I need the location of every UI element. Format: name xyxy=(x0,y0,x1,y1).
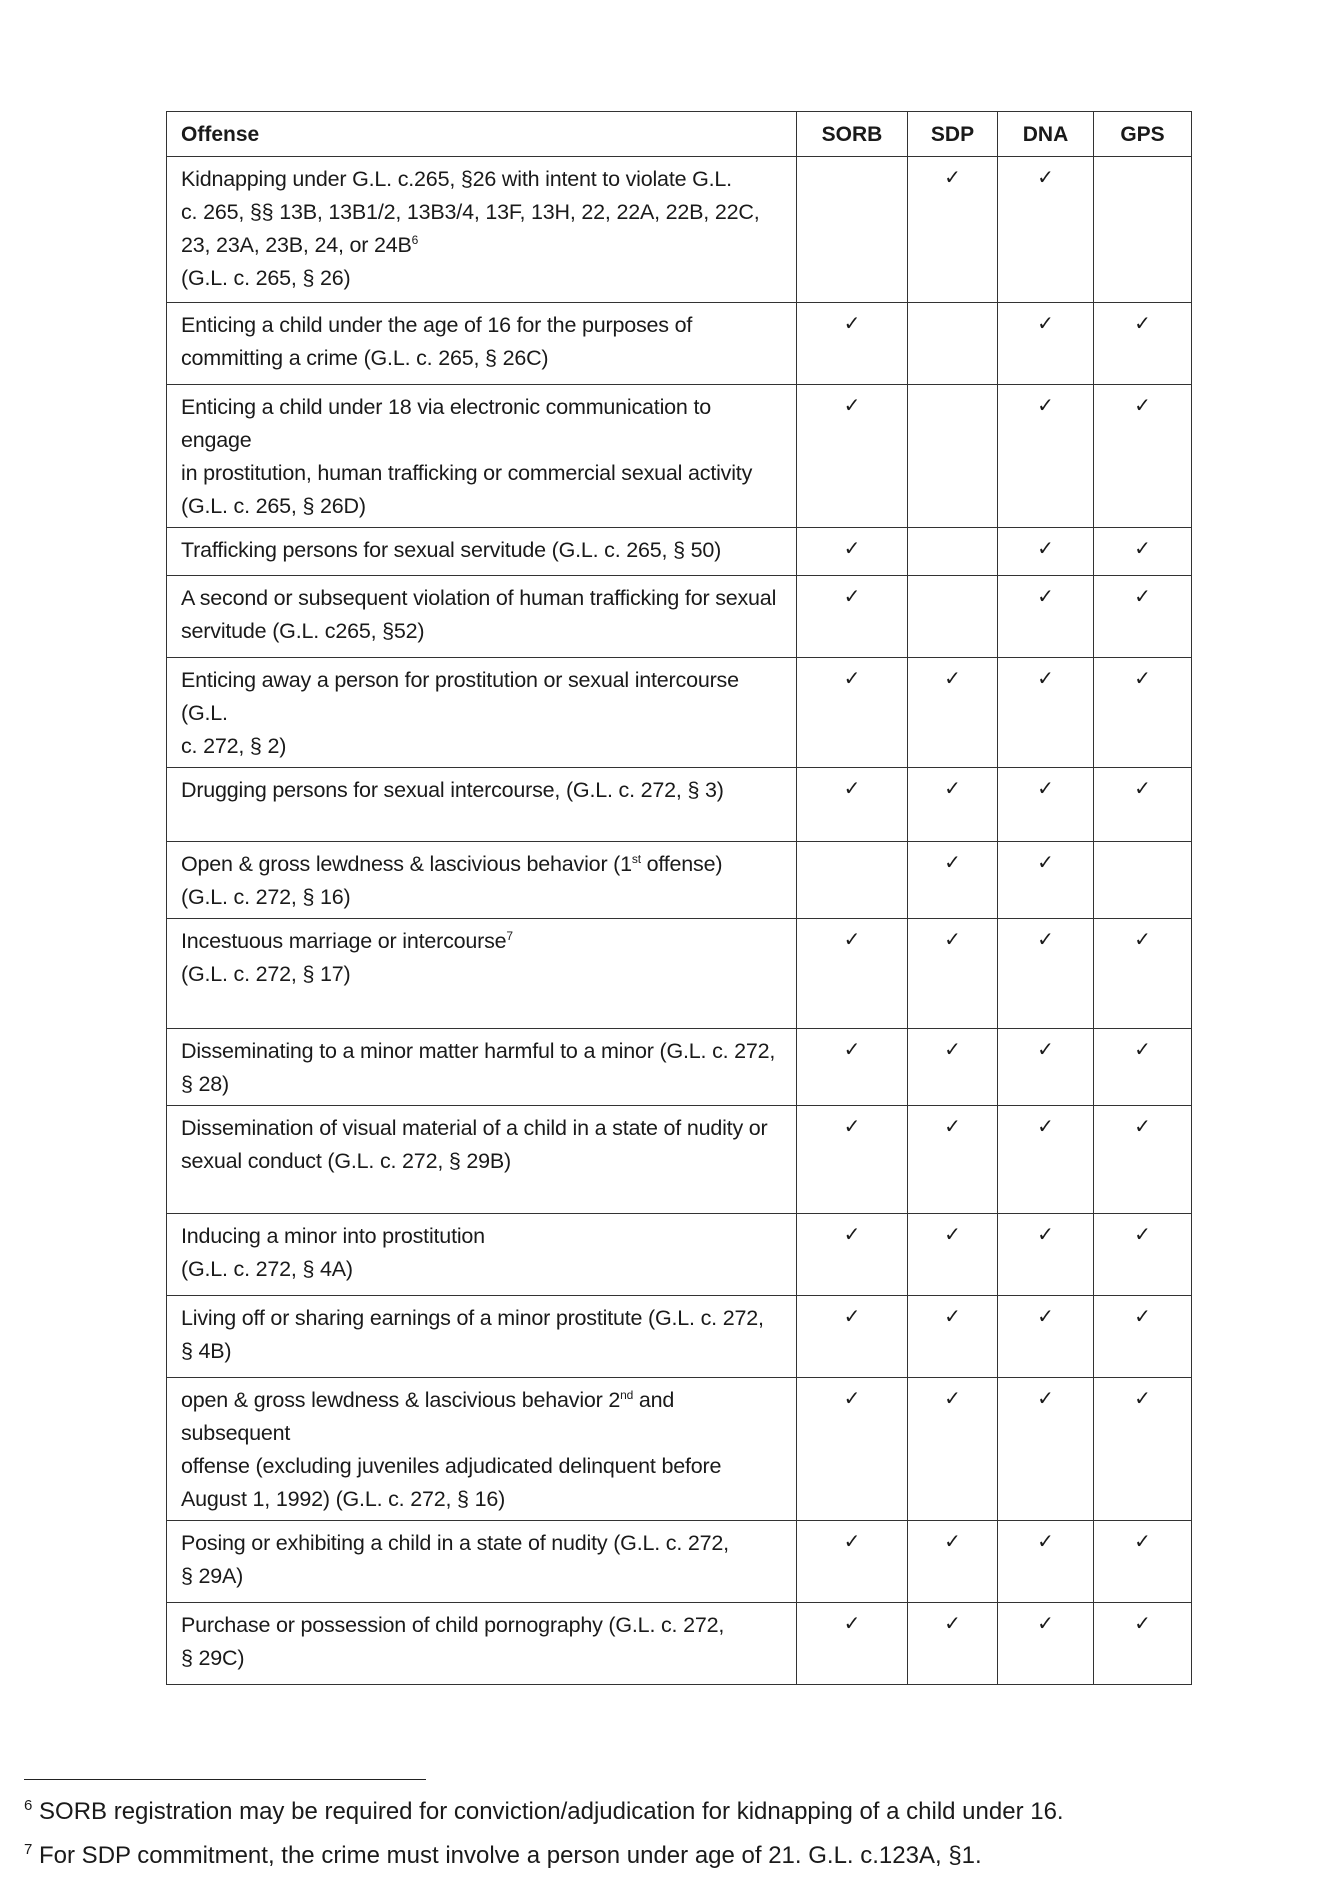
footnote-number: 6 xyxy=(24,1797,33,1814)
offense-cell xyxy=(167,1029,797,1106)
sorb-cell xyxy=(797,303,908,385)
footnote-reference: 6 xyxy=(411,232,419,247)
check-icon: ✓ xyxy=(1037,666,1054,690)
offense-text-line: A second or subsequent violation of human trafficking for sexual xyxy=(181,586,777,610)
offense-cell xyxy=(167,576,797,658)
gps-cell xyxy=(1094,528,1192,576)
offense-text-line: Open & gross lewdness & lascivious behavior (1st offense) xyxy=(181,851,723,876)
check-icon: ✓ xyxy=(1134,1386,1151,1410)
offense-text-line: offense (excluding juveniles adjudicated delinquent before xyxy=(181,1454,722,1478)
footnote-text: For SDP commitment, the crime must involve a person under age of 21. G.L. c.123A, §1. xyxy=(32,1842,982,1869)
sdp-cell xyxy=(908,1106,998,1214)
gps-cell xyxy=(1094,1378,1192,1521)
dna-cell xyxy=(998,303,1094,385)
offense-cell xyxy=(167,1521,797,1603)
sorb-cell xyxy=(797,576,908,658)
offense-text-line: c. 272, § 2) xyxy=(181,734,287,758)
check-icon: ✓ xyxy=(843,1114,861,1138)
table-row xyxy=(167,658,1192,768)
offense-text-line: (G.L. c. 272, § 16) xyxy=(181,885,351,909)
offense-text-line: Enticing a child under the age of 16 for the purposes of xyxy=(181,313,693,337)
dna-cell xyxy=(998,157,1094,303)
check-icon: ✓ xyxy=(944,1114,961,1138)
sdp-cell xyxy=(908,1521,998,1603)
offense-text-line: Drugging persons for sexual intercourse, (G.L. c. 272, § 3) xyxy=(181,778,724,802)
offense-text-line: Purchase or possession of child pornography (G.L. c. 272, xyxy=(181,1613,725,1637)
sorb-cell xyxy=(797,385,908,528)
offense-cell xyxy=(167,1296,797,1378)
offense-text-line: Living off or sharing earnings of a minor prostitute (G.L. c. 272, xyxy=(181,1306,764,1330)
check-icon: ✓ xyxy=(1037,393,1054,417)
footnotes xyxy=(24,1790,1304,1878)
check-icon: ✓ xyxy=(843,1386,861,1410)
check-icon: ✓ xyxy=(1134,1222,1151,1246)
offense-text-line: § 28) xyxy=(181,1072,230,1096)
dna-cell xyxy=(998,1603,1094,1685)
check-icon: ✓ xyxy=(1037,850,1054,874)
offense-table xyxy=(166,111,1192,1685)
offense-text-line: August 1, 1992) (G.L. c. 272, § 16) xyxy=(181,1487,506,1511)
sorb-cell xyxy=(797,1521,908,1603)
footnote-7 xyxy=(24,1834,1304,1878)
sdp-cell xyxy=(908,842,998,919)
offense-text-line: § 29A) xyxy=(181,1564,244,1588)
offense-cell xyxy=(167,1106,797,1214)
check-icon: ✓ xyxy=(843,584,861,608)
offense-text-line: Trafficking persons for sexual servitude (G.L. c. 265, § 50) xyxy=(181,538,722,562)
offense-cell xyxy=(167,1214,797,1296)
offense-cell xyxy=(167,658,797,768)
offense-cell xyxy=(167,303,797,385)
sorb-cell xyxy=(797,842,908,919)
offense-text-line: committing a crime (G.L. c. 265, § 26C) xyxy=(181,346,549,370)
header-sorb: SORB xyxy=(797,112,908,157)
offense-text-line: § 4B) xyxy=(181,1339,232,1363)
offense-text-line: Enticing away a person for prostitution or sexual intercourse (G.L. xyxy=(181,668,739,725)
dna-cell xyxy=(998,385,1094,528)
table-row xyxy=(167,157,1192,303)
dna-cell xyxy=(998,919,1094,1029)
header-offense: Offense xyxy=(167,112,797,157)
table-row xyxy=(167,1521,1192,1603)
sdp-cell xyxy=(908,1214,998,1296)
check-icon: ✓ xyxy=(1134,1304,1151,1328)
offense-text-line: Kidnapping under G.L. c.265, §26 with intent to violate G.L. xyxy=(181,167,732,191)
check-icon: ✓ xyxy=(1134,311,1151,335)
dna-cell xyxy=(998,1106,1094,1214)
dna-cell xyxy=(998,576,1094,658)
check-icon: ✓ xyxy=(843,927,861,951)
check-icon: ✓ xyxy=(1134,536,1151,560)
check-icon: ✓ xyxy=(1037,584,1054,608)
table-row xyxy=(167,842,1192,919)
table-header xyxy=(167,112,1192,157)
sorb-cell xyxy=(797,919,908,1029)
sdp-cell xyxy=(908,1603,998,1685)
check-icon: ✓ xyxy=(944,1222,961,1246)
check-icon: ✓ xyxy=(944,1529,961,1553)
check-icon: ✓ xyxy=(843,1037,861,1061)
sdp-cell xyxy=(908,919,998,1029)
footnote-number: 7 xyxy=(24,1841,33,1858)
check-icon: ✓ xyxy=(1037,1529,1054,1553)
dna-cell xyxy=(998,1378,1094,1521)
header-sdp: SDP xyxy=(908,112,998,157)
sorb-cell xyxy=(797,1214,908,1296)
header-gps: GPS xyxy=(1094,112,1192,157)
dna-cell xyxy=(998,768,1094,842)
check-icon: ✓ xyxy=(843,393,861,417)
offense-text-line: Incestuous marriage or intercourse$^7$ xyxy=(181,928,513,953)
check-icon: ✓ xyxy=(843,1611,861,1635)
offense-cell xyxy=(167,385,797,528)
table-row xyxy=(167,1106,1192,1214)
check-icon: ✓ xyxy=(1134,1037,1151,1061)
check-icon: ✓ xyxy=(1134,666,1151,690)
offense-text-line: Disseminating to a minor matter harmful to a minor (G.L. c. 272, xyxy=(181,1039,776,1063)
check-icon: ✓ xyxy=(843,1304,861,1328)
check-icon: ✓ xyxy=(1037,776,1054,800)
offense-text-line: in prostitution, human trafficking or commercial sexual activity xyxy=(181,461,753,485)
sorb-cell xyxy=(797,768,908,842)
check-icon: ✓ xyxy=(1037,536,1054,560)
check-icon: ✓ xyxy=(944,927,961,951)
gps-cell xyxy=(1094,1521,1192,1603)
offense-text-line: Inducing a minor into prostitution xyxy=(181,1224,485,1248)
offense-cell xyxy=(167,157,797,303)
header-dna: DNA xyxy=(998,112,1094,157)
gps-cell xyxy=(1094,1603,1192,1685)
check-icon: ✓ xyxy=(843,666,861,690)
table-row xyxy=(167,303,1192,385)
check-icon: ✓ xyxy=(843,1222,861,1246)
check-icon: ✓ xyxy=(1134,1114,1151,1138)
gps-cell xyxy=(1094,1029,1192,1106)
sdp-cell xyxy=(908,303,998,385)
dna-cell xyxy=(998,1296,1094,1378)
table-row xyxy=(167,1214,1192,1296)
offense-text-line: open & gross lewdness & lascivious behavior 2nd and subsequent xyxy=(181,1387,675,1445)
check-icon: ✓ xyxy=(1037,1114,1054,1138)
sorb-cell xyxy=(797,157,908,303)
check-icon: ✓ xyxy=(1037,927,1054,951)
gps-cell xyxy=(1094,385,1192,528)
check-icon: ✓ xyxy=(1134,1611,1151,1635)
sorb-cell xyxy=(797,658,908,768)
check-icon: ✓ xyxy=(1134,776,1151,800)
dna-cell xyxy=(998,528,1094,576)
check-icon: ✓ xyxy=(1037,311,1054,335)
gps-cell xyxy=(1094,919,1192,1029)
offense-cell xyxy=(167,919,797,1029)
offense-text-line: sexual conduct (G.L. c. 272, § 29B) xyxy=(181,1149,512,1173)
sorb-cell xyxy=(797,1603,908,1685)
check-icon: ✓ xyxy=(1037,1304,1054,1328)
sorb-cell xyxy=(797,528,908,576)
offense-text-line: servitude (G.L. c265, §52) xyxy=(181,619,425,643)
table-row xyxy=(167,1296,1192,1378)
table-row xyxy=(167,919,1192,1029)
offense-text-line: Enticing a child under 18 via electronic communication to engage xyxy=(181,395,711,452)
sdp-cell xyxy=(908,157,998,303)
offense-text-line: (G.L. c. 265, § 26D) xyxy=(181,494,366,518)
table-row xyxy=(167,1029,1192,1106)
offense-cell xyxy=(167,768,797,842)
check-icon: ✓ xyxy=(1037,165,1054,189)
offense-text-line: § 29C) xyxy=(181,1646,245,1670)
gps-cell xyxy=(1094,1214,1192,1296)
offense-cell xyxy=(167,1378,797,1521)
header-row xyxy=(167,112,1192,157)
gps-cell xyxy=(1094,658,1192,768)
check-icon: ✓ xyxy=(944,666,961,690)
table-row xyxy=(167,768,1192,842)
check-icon: ✓ xyxy=(944,1611,961,1635)
check-icon: ✓ xyxy=(1037,1386,1054,1410)
check-icon: ✓ xyxy=(944,1304,961,1328)
sorb-cell xyxy=(797,1029,908,1106)
check-icon: ✓ xyxy=(843,311,861,335)
dna-cell xyxy=(998,1214,1094,1296)
dna-cell xyxy=(998,658,1094,768)
offense-text-line: (G.L. c. 272, § 4A) xyxy=(181,1257,353,1281)
sdp-cell xyxy=(908,1296,998,1378)
gps-cell xyxy=(1094,1296,1192,1378)
check-icon: ✓ xyxy=(1134,393,1151,417)
offense-text-line: c. 265, §§ 13B, 13B1/2, 13B3/4, 13F, 13H, 22, 22A, 22B, 22C, xyxy=(181,200,760,224)
offense-cell xyxy=(167,528,797,576)
offense-text-line: 23, 23A, 23B, 24, or $24B^6$ xyxy=(181,232,419,257)
dna-cell xyxy=(998,1029,1094,1106)
sdp-cell xyxy=(908,1029,998,1106)
sorb-cell xyxy=(797,1378,908,1521)
table-row xyxy=(167,1378,1192,1521)
sdp-cell xyxy=(908,385,998,528)
sdp-cell xyxy=(908,658,998,768)
gps-cell xyxy=(1094,576,1192,658)
gps-cell xyxy=(1094,768,1192,842)
sorb-cell xyxy=(797,1106,908,1214)
sdp-cell xyxy=(908,528,998,576)
check-icon: ✓ xyxy=(944,1386,961,1410)
table-body xyxy=(167,157,1192,1685)
sorb-cell xyxy=(797,1296,908,1378)
dna-cell xyxy=(998,842,1094,919)
check-icon: ✓ xyxy=(944,850,961,874)
check-icon: ✓ xyxy=(1134,1529,1151,1553)
sdp-cell xyxy=(908,576,998,658)
table-row xyxy=(167,576,1192,658)
gps-cell xyxy=(1094,157,1192,303)
footnote-reference: 7 xyxy=(506,928,513,943)
offense-text-line: Dissemination of visual material of a child in a state of nudity or xyxy=(181,1116,768,1140)
dna-cell xyxy=(998,1521,1094,1603)
sdp-cell xyxy=(908,1378,998,1521)
gps-cell xyxy=(1094,303,1192,385)
check-icon: ✓ xyxy=(944,165,961,189)
table-row xyxy=(167,1603,1192,1685)
check-icon: ✓ xyxy=(944,1037,961,1061)
gps-cell xyxy=(1094,1106,1192,1214)
check-icon: ✓ xyxy=(1134,584,1151,608)
footnote-text: SORB registration may be required for conviction/adjudication for kidnapping of a child under 16. xyxy=(32,1798,1064,1825)
offense-text-line: (G.L. c. 272, § 17) xyxy=(181,962,351,986)
check-icon: ✓ xyxy=(1134,927,1151,951)
offense-cell xyxy=(167,842,797,919)
sdp-cell xyxy=(908,768,998,842)
offense-text-line: (G.L. c. 265, § 26) xyxy=(181,266,351,290)
footnote-separator xyxy=(24,1779,426,1780)
check-icon: ✓ xyxy=(1037,1222,1054,1246)
offense-cell xyxy=(167,1603,797,1685)
gps-cell xyxy=(1094,842,1192,919)
check-icon: ✓ xyxy=(1037,1037,1054,1061)
check-icon: ✓ xyxy=(843,1529,861,1553)
check-icon: ✓ xyxy=(843,776,861,800)
check-icon: ✓ xyxy=(944,776,961,800)
footnote-6 xyxy=(24,1790,1304,1834)
table-row xyxy=(167,385,1192,528)
offense-text-line: Posing or exhibiting a child in a state of nudity (G.L. c. 272, xyxy=(181,1531,729,1555)
check-icon: ✓ xyxy=(1037,1611,1054,1635)
table-row xyxy=(167,528,1192,576)
check-icon: ✓ xyxy=(843,536,861,560)
